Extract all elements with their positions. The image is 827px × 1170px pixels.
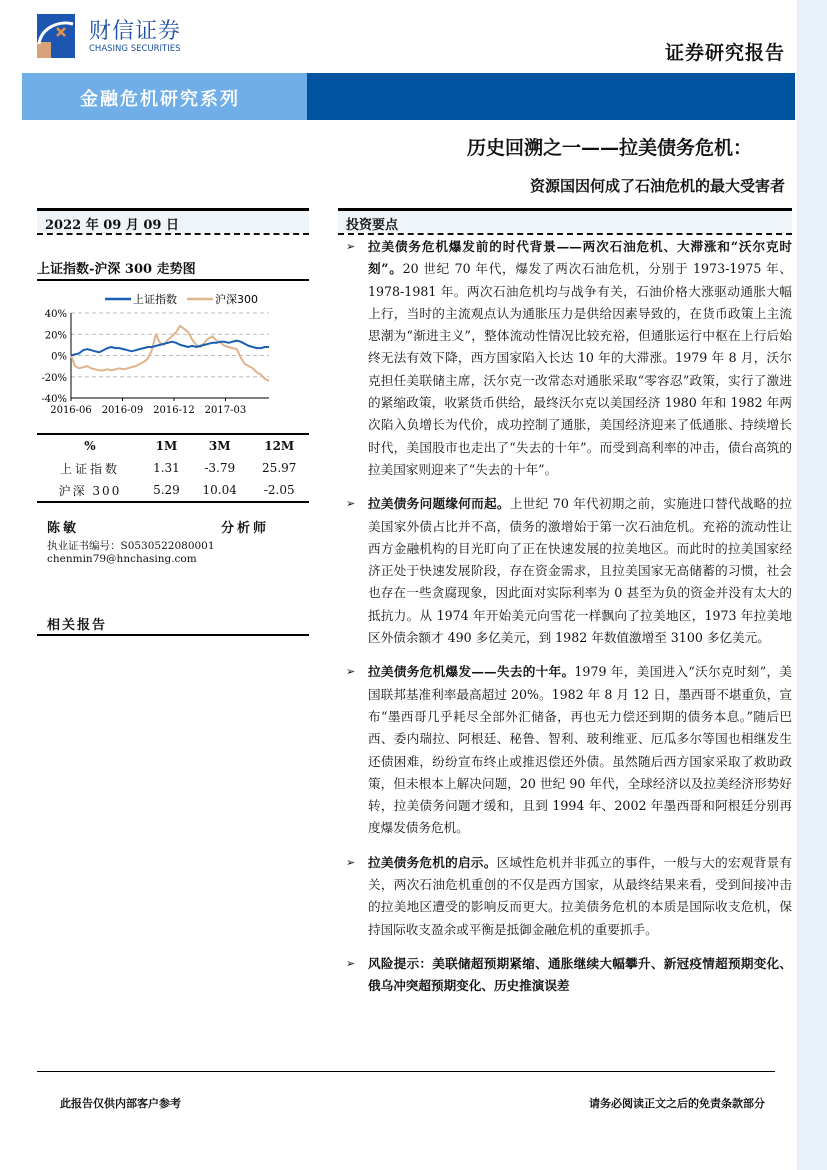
analyst-role: 分析师	[221, 521, 270, 536]
key-points-header	[338, 208, 792, 233]
cell: 25.97	[262, 461, 297, 475]
related-rule	[37, 634, 309, 636]
key-point	[338, 236, 792, 481]
col-header: %	[84, 439, 96, 453]
company-logo	[37, 14, 197, 58]
key-point-text: 区域性危机并非孤立的事件，一般与大的宏观背景有关，两次石油危机重创的不仅是西方国家，从最终结果来看，受到间接冲击的拉美地区遭受的影响反而更大。拉美债务危机的本质是国际收支危机，保持国际收支盈余或平衡是抵御金融危机的重要抓手。	[368, 854, 793, 937]
key-point-lead: 拉美债务危机爆发——失去的十年。	[368, 664, 575, 680]
x-tick-label: 2017-03	[204, 405, 247, 416]
col-header: 12M	[264, 439, 295, 453]
footer-right-note: 请务必阅读正文之后的免责条款部分	[589, 1097, 765, 1110]
risk-warning	[338, 953, 792, 998]
key-point	[338, 493, 792, 649]
arrow-bullet-icon: ➢	[346, 240, 356, 253]
cell: 1.31	[153, 461, 180, 475]
banner-left	[22, 73, 307, 120]
key-point-lead: 拉美债务危机的启示。	[368, 854, 497, 870]
footer-rule	[37, 1071, 775, 1072]
series-title: 金融危机研究系列	[80, 89, 240, 110]
y-tick-label: -20%	[41, 372, 67, 384]
x-tick-label: 2016-06	[50, 405, 92, 416]
cell: -2.05	[263, 483, 295, 497]
key-point-text: 1979 年，美国进入“沃尔克时刻”，美国联邦基准利率最高超过 20%。1982 年 8 月 12 日，墨西哥不堪重负，宣布“墨西哥几乎耗尽全部外汇储备，再也无力偿还到期的债务本息。”随后巴西、委内瑞拉、阿根廷、秘鲁、智利、玻利维亚、厄瓜多尔等国也相继发生还债困难，纷纷宣布终止或推迟偿还外债。虽然随后西方国家采取了救助政策，但未根本上解决问题，20 世纪 90 年代，全球经济以及拉美经济形势好转，拉美债务问题才缓和，且到 1994 年、2002 年墨西哥和阿根廷分别再度爆发债务危机。	[368, 664, 792, 836]
chart-rule	[37, 279, 309, 281]
key-points-title: 投资要点	[346, 218, 399, 233]
key-point-text: 上世纪 70 年代初期之前，实施进口替代战略的拉美国家外债占比并不高，债务的激增始于第一次石油危机。充裕的流动性让西方金融机构的目光盯向了正在快速发展的拉美地区。而此时的拉美国家经济正处于快速发展阶段，存在资金需求，且拉美国家无高储蓄的习惯，社会也存在一些贪腐现象，因此面对实际利率为 0 甚至为负的资金并没有太大的抵抗力。从 1974 年开始美元向雪花一样飘向了拉美地区，1973 年拉美地区外债余额才 490 多亿美元，到 1982 年数值激增至 3100 多亿美元。	[368, 496, 792, 646]
key-point	[338, 852, 792, 941]
key-points-section	[338, 208, 792, 235]
arrow-bullet-icon: ➢	[346, 855, 356, 869]
legend-label-sse: 上证指数	[133, 293, 177, 306]
cell: 10.04	[202, 483, 237, 497]
date-header	[37, 208, 309, 233]
cell: -3.79	[204, 461, 236, 475]
index-trend-chart	[37, 285, 309, 420]
arrow-bullet-icon: ➢	[346, 956, 356, 970]
analyst-email[interactable]: chenmin79@hnchasing.com	[47, 553, 197, 565]
related-reports-title: 相关报告	[47, 618, 108, 633]
footer-left-note: 此报告仅供内部客户参考	[60, 1097, 181, 1110]
key-points-list	[338, 236, 792, 1010]
cell: 5.29	[153, 483, 180, 497]
y-tick-label: 20%	[44, 330, 67, 342]
side-strip	[797, 0, 827, 1170]
row-label: 上证指数	[59, 461, 120, 476]
arrow-bullet-icon: ➢	[346, 665, 356, 679]
chart-title: 上证指数-沪深 300 走势图	[37, 262, 196, 277]
dash-divider	[338, 233, 792, 235]
banner-right	[307, 73, 795, 120]
analyst-name: 陈敏	[47, 521, 80, 536]
chart-legend	[105, 292, 258, 306]
analyst-cert: 执业证书编号：S0530522080001	[47, 540, 215, 552]
performance-table	[37, 433, 309, 503]
y-tick-label: 40%	[44, 309, 67, 320]
key-point	[338, 661, 792, 839]
report-subtitle: 资源国因何成了石油危机的最大受害者	[529, 177, 785, 195]
y-tick-label: -40%	[41, 394, 67, 405]
series-banner	[22, 73, 795, 120]
logo-en-text: CHASING SECURITIES	[89, 44, 181, 54]
report-date: 2022 年 09 月 09 日	[45, 218, 179, 233]
legend-label-csi300: 沪深300	[215, 293, 258, 306]
x-tick-label: 2016-12	[153, 405, 195, 416]
dash-divider	[37, 233, 309, 235]
date-section	[37, 208, 309, 235]
x-tick-label: 2016-09	[101, 405, 144, 416]
arrow-bullet-icon: ➢	[346, 497, 356, 511]
key-point-lead: 拉美债务问题缘何而起。	[368, 496, 510, 512]
report-type: 证券研究报告	[664, 42, 785, 64]
logo-cn-text: 财信证券	[89, 19, 182, 44]
row-label: 沪深 300	[58, 483, 122, 498]
key-point-lead: 拉美债务危机爆发前的时代背景——两次石油危机、大滞涨和“沃尔克时刻”。	[368, 239, 792, 277]
report-title: 历史回溯之一——拉美债务危机：	[466, 137, 752, 159]
key-point-text: 20 世纪 70 年代，爆发了两次石油危机，分别于 1973-1975 年、1978-1981 年。两次石油危机均与战争有关，石油价格大涨驱动通胀大幅上行，当时的主流观点认为通胀压力是供给因素导致的，在货币政策上主流思潮为“渐进主义”，整体流动性情况比较充裕，但通胀运行中枢在上行后始终无法有效下降，西方国家陷入长达 10 年的大滞涨。1979 年 8 月，沃尔克担任美联储主席，沃尔克一改常态对通胀采取“零容忍”政策，实行了激进的紧缩政策，收紧货币供给，最终沃尔克以美国经济 1980 年和 1982 年两次陷入负增长为代价，成功控制了通胀，美国经济迎来了低通胀、持续增长时代，美国股市也走出了“失去的十年”。而受到高利率的冲击，债台高筑的拉美国家则迎来了“失去的十年”。	[368, 261, 792, 477]
risk-warning-text: 风险提示：美联储超预期紧缩、通胀继续大幅攀升、新冠疫情超预期变化、俄乌冲突超预期变化、历史推演误差	[368, 955, 792, 994]
table-header-row	[37, 434, 309, 457]
logo-mark-icon	[37, 14, 75, 58]
col-header: 3M	[208, 439, 231, 453]
y-tick-label: 0%	[51, 351, 67, 363]
col-header: 1M	[155, 439, 178, 453]
table-row	[37, 457, 309, 479]
table-row	[37, 479, 309, 502]
